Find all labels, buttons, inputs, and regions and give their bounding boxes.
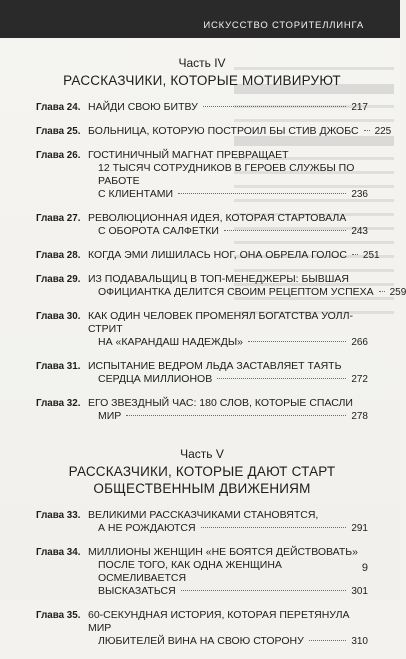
chapter-title xyxy=(88,397,368,423)
chapter-page-number: 217 xyxy=(351,102,368,113)
chapter-list xyxy=(36,101,406,423)
chapter-label: Глава 28. xyxy=(36,250,81,261)
chapter-title xyxy=(88,125,392,138)
leader-dots xyxy=(309,640,347,641)
chapter-title-last-line xyxy=(88,410,368,423)
chapter-page-number: 259 xyxy=(389,287,406,298)
chapter-entry xyxy=(36,273,406,299)
chapter-entry xyxy=(36,310,368,349)
chapter-entry xyxy=(36,397,368,423)
chapter-title-line: БОЛЬНИЦА, КОТОРУЮ ПОСТРОИЛ БЫ СТИВ ДЖОБС xyxy=(88,125,359,137)
chapter-entry xyxy=(36,125,392,138)
chapter-title xyxy=(88,249,380,262)
chapter-title-last-line xyxy=(88,373,368,386)
chapter-title-line: РЕВОЛЮЦИОННАЯ ИДЕЯ, КОТОРАЯ СТАРТОВАЛА xyxy=(88,212,347,224)
part-5-section xyxy=(36,447,368,648)
chapter-label: Глава 24. xyxy=(36,102,81,113)
chapter-title xyxy=(88,310,368,349)
part-subtitle-line: РАССКАЗЧИКИ, КОТОРЫЕ ДАЮТ СТАРТ xyxy=(68,464,336,479)
chapter-title xyxy=(88,360,368,386)
leader-dots xyxy=(224,230,346,231)
chapter-entry xyxy=(36,212,368,238)
chapter-page-number: 291 xyxy=(351,523,368,534)
chapter-label: Глава 30. xyxy=(36,311,81,322)
chapter-list xyxy=(36,509,368,648)
chapter-page-number: 272 xyxy=(351,374,368,385)
leader-dots xyxy=(379,291,385,292)
chapter-page-number: 225 xyxy=(374,126,392,137)
chapter-page-number: 251 xyxy=(362,250,380,261)
chapter-title xyxy=(88,509,368,535)
chapter-title-line: 12 ТЫСЯЧ СОТРУДНИКОВ В ГЕРОЕВ СЛУЖБЫ ПО РАБОТЕ xyxy=(98,162,355,187)
chapter-page-number: 266 xyxy=(351,337,368,348)
chapter-title-line: 60-СЕКУНДНАЯ ИСТОРИЯ, КОТОРАЯ ПЕРЕТЯНУЛА МИР xyxy=(88,609,350,634)
chapter-title-line: ВЕЛИКИМИ РАССКАЗЧИКАМИ СТАНОВЯТСЯ, xyxy=(88,509,319,521)
chapter-title-last-line xyxy=(88,522,368,535)
chapter-entry xyxy=(36,609,368,648)
page-number: 9 xyxy=(361,562,368,574)
chapter-page-number: 310 xyxy=(351,636,368,647)
part-4-section xyxy=(36,56,406,423)
chapter-label: Глава 34. xyxy=(36,547,81,558)
chapter-entry xyxy=(36,360,368,386)
chapter-title-last-line xyxy=(88,286,406,299)
leader-dots xyxy=(217,378,346,379)
leader-dots xyxy=(181,590,347,591)
chapter-title-last-line xyxy=(88,188,368,201)
chapter-title-line: НАЙДИ СВОЮ БИТВУ xyxy=(88,101,198,113)
chapter-title-line: ЛЮБИТЕЛЕЙ ВИНА НА СВОЮ СТОРОНУ xyxy=(98,635,304,647)
chapter-title-line: ОФИЦИАНТКА ДЕЛИТСЯ СВОИМ РЕЦЕПТОМ УСПЕХА xyxy=(98,286,374,298)
chapter-title-last-line xyxy=(88,125,392,138)
chapter-title-line: КАК ОДИН ЧЕЛОВЕК ПРОМЕНЯЛ БОГАТСТВА УОЛЛ-СТРИТ xyxy=(88,310,353,335)
leader-dots xyxy=(201,527,347,528)
chapter-title-last-line xyxy=(88,336,368,349)
chapter-entry xyxy=(36,101,368,114)
chapter-label: Глава 33. xyxy=(36,510,81,521)
part-subtitle-line: ОБЩЕСТВЕННЫМ ДВИЖЕНИЯМ xyxy=(93,481,311,496)
part-title: Часть IV xyxy=(178,56,226,70)
leader-dots xyxy=(248,341,346,342)
leader-dots xyxy=(364,130,370,131)
chapter-entry xyxy=(36,149,368,201)
chapter-title-line: ГОСТИНИЧНЫЙ МАГНАТ ПРЕВРАЩАЕТ xyxy=(88,149,289,161)
chapter-title-line: НА «КАРАНДАШ НАДЕЖДЫ» xyxy=(98,336,243,348)
chapter-page-number: 236 xyxy=(351,189,368,200)
chapter-title-line: С КЛИЕНТАМИ xyxy=(98,188,174,200)
part-subtitle: РАССКАЗЧИКИ, КОТОРЫЕ МОТИВИРУЮТ xyxy=(63,73,341,88)
chapter-title-line: МИР xyxy=(98,410,122,422)
chapter-entry xyxy=(36,249,380,262)
chapter-label: Глава 35. xyxy=(36,610,81,621)
leader-dots xyxy=(178,193,346,194)
leader-dots xyxy=(126,415,346,416)
chapter-label: Глава 27. xyxy=(36,213,81,224)
chapter-title xyxy=(88,609,368,648)
chapter-title-line: ИЗ ПОДАВАЛЬЩИЦ В ТОП-МЕНЕДЖЕРЫ: БЫВШАЯ xyxy=(88,273,349,285)
chapter-title xyxy=(88,212,368,238)
chapter-title-line: ЕГО ЗВЕЗДНЫЙ ЧАС: 180 СЛОВ, КОТОРЫЕ СПАСЛИ xyxy=(88,397,353,409)
chapter-title xyxy=(88,273,406,299)
chapter-page-number: 278 xyxy=(351,411,368,422)
chapter-entry xyxy=(36,546,368,598)
chapter-title-line: МИЛЛИОНЫ ЖЕНЩИН «НЕ БОЯТСЯ ДЕЙСТВОВАТЬ» xyxy=(88,546,359,558)
chapter-title xyxy=(88,546,368,598)
leader-dots xyxy=(352,254,358,255)
chapter-title-last-line xyxy=(88,101,368,114)
chapter-title-line: ПОСЛЕ ТОГО, КАК ОДНА ЖЕНЩИНА ОСМЕЛИВАЕТСЯ xyxy=(98,559,282,584)
chapter-page-number: 301 xyxy=(351,586,368,597)
chapter-entry xyxy=(36,509,368,535)
leader-dots xyxy=(203,106,346,107)
part-subtitle xyxy=(36,463,368,497)
table-of-contents xyxy=(36,56,406,659)
chapter-label: Глава 32. xyxy=(36,398,81,409)
chapter-title-last-line xyxy=(88,635,368,648)
chapter-title-last-line xyxy=(88,249,380,262)
chapter-label: Глава 31. xyxy=(36,361,81,372)
chapter-title xyxy=(88,149,368,201)
chapter-title-line: КОГДА ЭМИ ЛИШИЛАСЬ НОГ, ОНА ОБРЕЛА ГОЛОС xyxy=(88,249,347,261)
chapter-title-line: А НЕ РОЖДАЮТСЯ xyxy=(98,522,196,534)
chapter-label: Глава 29. xyxy=(36,274,81,285)
chapter-title-last-line xyxy=(88,225,368,238)
running-header-bar xyxy=(0,0,400,38)
chapter-title-line: ИСПЫТАНИЕ ВЕДРОМ ЛЬДА ЗАСТАВЛЯЕТ ТАЯТЬ xyxy=(88,360,342,372)
chapter-title-line: ВЫСКАЗАТЬСЯ xyxy=(98,585,176,597)
chapter-page-number: 243 xyxy=(351,226,368,237)
chapter-label: Глава 25. xyxy=(36,126,81,137)
part-title: Часть V xyxy=(180,447,224,461)
chapter-title-line: С ОБОРОТА САЛФЕТКИ xyxy=(98,225,219,237)
chapter-title xyxy=(88,101,368,114)
chapter-title-line: СЕРДЦА МИЛЛИОНОВ xyxy=(98,373,213,385)
chapter-title-last-line xyxy=(88,585,368,598)
chapter-label: Глава 26. xyxy=(36,150,81,161)
running-header: ИСКУССТВО СТОРИТЕЛЛИНГА xyxy=(203,20,364,31)
